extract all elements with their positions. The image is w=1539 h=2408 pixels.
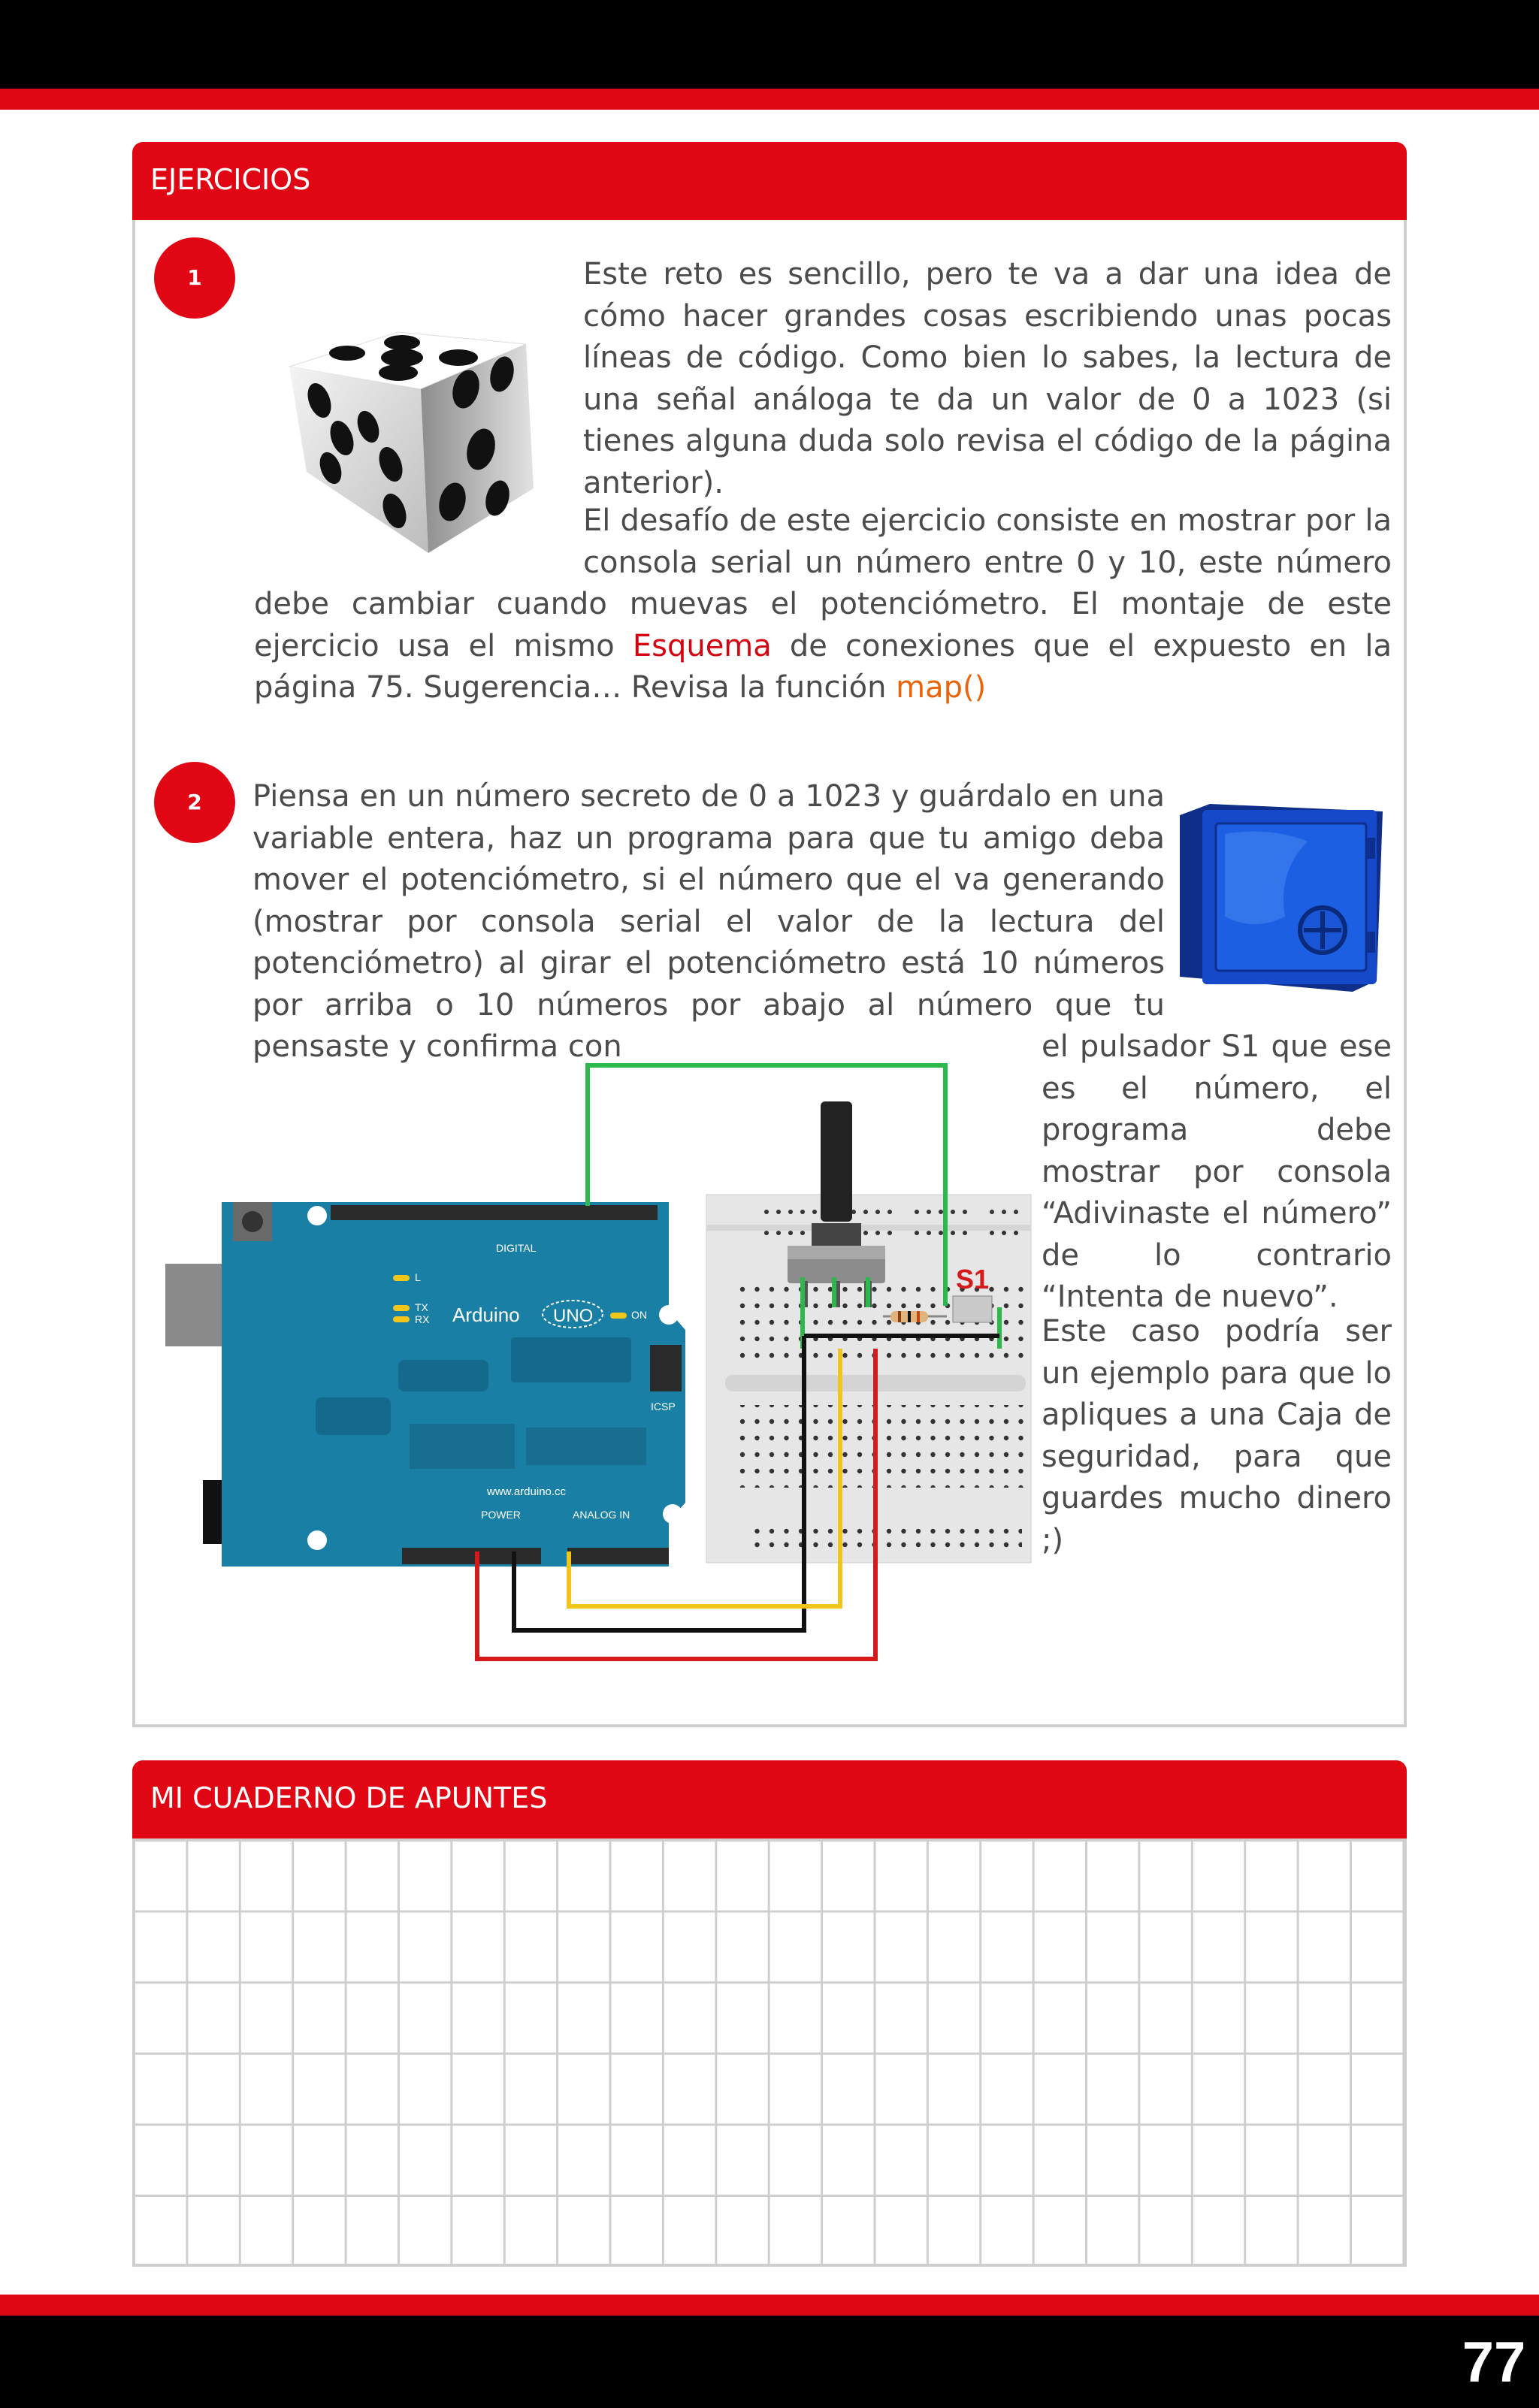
dice-illustration [286,314,541,554]
arduino-board [165,1202,685,1567]
on-label: ON [631,1309,647,1321]
switch-s1-label: S1 [956,1264,990,1295]
exercise-2-paragraph-3: Este caso podría ser un ejemplo para que lo apliques a una Caja de seguridad, para que guardes mucho dinero ;) [1042,1314,1392,1557]
exercise-1-paragraph-2-line-1: El desafío de este ejercicio consiste en mostrar por la [583,503,1392,538]
notes-grid [132,1838,1407,2267]
bottom-bar [0,2316,1539,2408]
website-label: www.arduino.cc [487,1485,567,1498]
exercise-1-text-b: de conexiones que el expuesto en la página 75. Sugerencia… Revisa la función [254,628,1392,705]
exercise-2-paragraph-2: el pulsador S1 que ese es el número, el programa debe mostrar por consola “Adivinaste el número” de lo contrario “Intenta de nuevo”. [1042,1029,1392,1314]
exercise-1-paragraph-2-lines [583,500,1392,584]
exercise-1-paragraph-2 [254,584,1392,709]
tx-label: TX [415,1301,428,1313]
digital-label: DIGITAL [496,1242,537,1254]
exercise-1-text-a: debe cambiar cuando muevas el potenciómetro. El montaje de este ejercicio usa el mismo [254,587,1392,663]
analog-in-label: ANALOG IN [573,1509,630,1521]
ejercicios-header [132,142,1407,220]
led-l-label: L [415,1271,421,1283]
map-function-code: map() [896,670,987,705]
exercise-2-badge: 2 [154,762,235,843]
cuaderno-header [132,1760,1407,1838]
top-bar [0,0,1539,89]
exercise-1-paragraph-2-line-2: consola serial un número entre 0 y 10, este número [583,545,1392,580]
top-red-stripe [0,89,1539,110]
exercise-2-paragraph-1: Piensa en un número secreto de 0 a 1023 y guárdalo en una variable entera, haz un programa para que tu amigo deba mover el potenciómetro, si el número que el va generando (mostrar por consola serial el valor de la lectura del potenciómetro) al girar el potenciómetro está 10 números por arriba o 10 números por abajo al número que tu pensaste y confirma con [252,779,1165,1064]
cuaderno-title: MI CUADERNO DE APUNTES [150,1781,548,1814]
safe-box-illustration [1172,804,1383,992]
exercise-1-badge: 1 [154,237,235,319]
icsp-label: ICSP [651,1400,676,1412]
esquema-link[interactable]: Esquema [632,628,772,663]
pushbutton-s1 [953,1296,992,1322]
page-number: 77 [1462,2331,1526,2394]
arduino-wiring-diagram [150,1052,1037,1675]
arduino-brand-label: Arduino [452,1304,520,1326]
arduino-model-label: UNO [553,1306,594,1326]
rx-label: RX [415,1313,430,1325]
exercise-1-paragraph-1: Este reto es sencillo, pero te va a dar una idea de cómo hacer grandes cosas escribiendo unas pocas líneas de código. Como bien lo sabes, la lectura de una señal análoga te da un valor de 0 a 1023 (si tienes alguna duda solo revisa el código de la página anterior). [583,257,1392,500]
power-label: POWER [481,1509,521,1521]
ejercicios-title: EJERCICIOS [150,163,311,196]
bottom-red-stripe [0,2295,1539,2316]
